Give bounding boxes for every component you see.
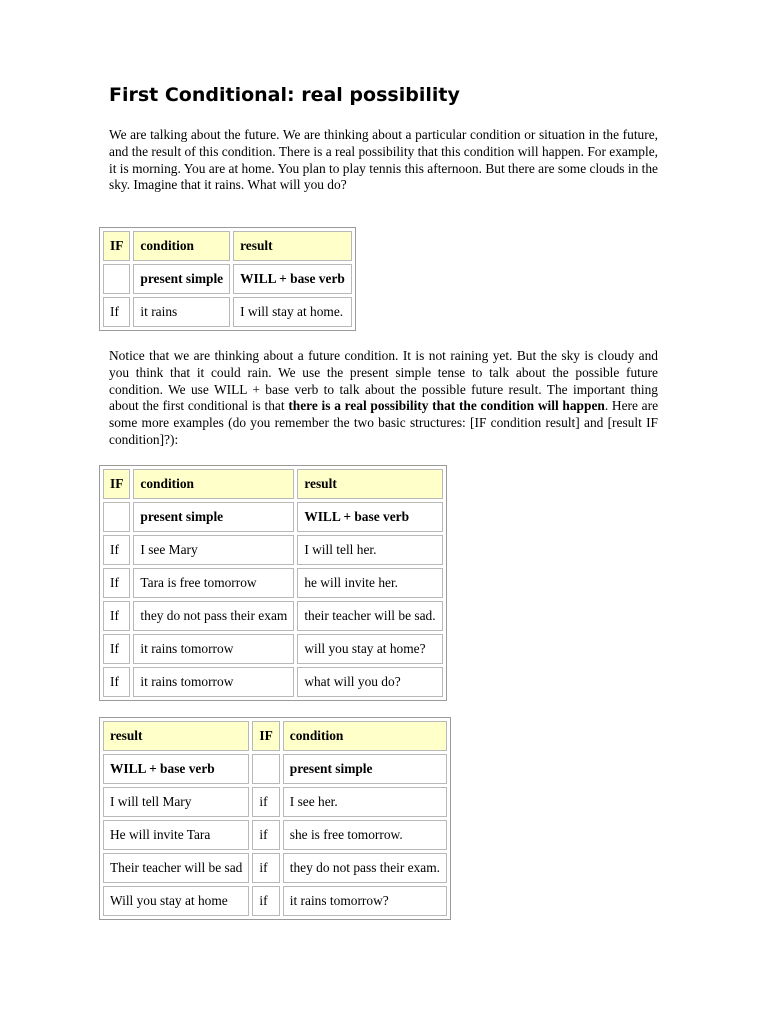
subheader-cell-if (103, 264, 130, 294)
table-cell-condition: they do not pass their exam. (283, 853, 447, 883)
notice-paragraph (109, 348, 658, 449)
table-cell-result: what will you do? (297, 667, 442, 697)
table-header-row (103, 721, 447, 751)
conditional-table-examples (99, 465, 447, 701)
page-title: First Conditional: real possibility (109, 84, 460, 106)
table-cell-condition: Tara is free tomorrow (133, 568, 294, 598)
table-cell-if: If (103, 535, 130, 565)
subheader-cell-condition: present simple (133, 264, 230, 294)
table-row (103, 853, 447, 883)
table-row (103, 634, 443, 664)
table-cell-condition: it rains tomorrow (133, 634, 294, 664)
subheader-cell-condition: present simple (283, 754, 447, 784)
table-row (103, 601, 443, 631)
header-cell-result: result (233, 231, 352, 261)
subheader-cell-result: WILL + base verb (103, 754, 249, 784)
header-cell-if: IF (103, 231, 130, 261)
table-subheader-row (103, 502, 443, 532)
table-cell-result: their teacher will be sad. (297, 601, 442, 631)
subheader-cell-result: WILL + base verb (297, 502, 442, 532)
table-cell-result: I will tell her. (297, 535, 442, 565)
table-row (103, 535, 443, 565)
table-cell-if: if (252, 886, 279, 916)
table-cell-if: If (103, 601, 130, 631)
table-header-row (103, 469, 443, 499)
header-cell-if: IF (103, 469, 130, 499)
table-cell-if: if (252, 787, 279, 817)
header-cell-condition: condition (133, 469, 294, 499)
table-cell-condition: I see Mary (133, 535, 294, 565)
table-cell-result: will you stay at home? (297, 634, 442, 664)
intro-paragraph: We are talking about the future. We are thinking about a particular condition or situation in the future, and the result of this condition. There is a real possibility that this condition will happen. For example, it is morning. You are at home. You plan to play tennis this afternoon. But there are some clouds in the sky. Imagine that it rains. What will you do? (109, 127, 658, 193)
table-row (103, 787, 447, 817)
table-row (103, 886, 447, 916)
table-cell-result: I will tell Mary (103, 787, 249, 817)
table-cell-if: if (252, 853, 279, 883)
notice-bold-phrase: there is a real possibility that the condition will happen (288, 398, 605, 414)
header-cell-condition: condition (283, 721, 447, 751)
table-cell-condition: she is free tomorrow. (283, 820, 447, 850)
subheader-cell-if (103, 502, 130, 532)
table-cell-condition: they do not pass their exam (133, 601, 294, 631)
table-row (103, 297, 352, 327)
table-cell-result: Will you stay at home (103, 886, 249, 916)
table-cell-result: He will invite Tara (103, 820, 249, 850)
header-cell-if: IF (252, 721, 279, 751)
table-cell-if: if (252, 820, 279, 850)
table-cell-condition: I see her. (283, 787, 447, 817)
table-cell-result: he will invite her. (297, 568, 442, 598)
table-cell-result: Their teacher will be sad (103, 853, 249, 883)
table-cell-if: If (103, 667, 130, 697)
subheader-cell-result: WILL + base verb (233, 264, 352, 294)
table-subheader-row (103, 264, 352, 294)
table-cell-if: If (103, 568, 130, 598)
table-row (103, 568, 443, 598)
table-cell-result: I will stay at home. (233, 297, 352, 327)
conditional-table-basic (99, 227, 356, 331)
header-cell-condition: condition (133, 231, 230, 261)
table-cell-condition: it rains tomorrow (133, 667, 294, 697)
table-cell-if: If (103, 297, 130, 327)
table-row (103, 667, 443, 697)
notice-text-start: Notice that we are thinking about a future condition. It is not raining yet. But the sky is cloudy and you think that it could rain. We use the present simple tense to talk about the possible future condition. We use WILL + base verb to talk about the possible future result. The important thing about the first conditional is that (109, 348, 658, 414)
subheader-cell-condition: present simple (133, 502, 294, 532)
conditional-table-reversed (99, 717, 451, 920)
subheader-cell-if (252, 754, 279, 784)
table-cell-condition: it rains (133, 297, 230, 327)
table-cell-if: If (103, 634, 130, 664)
header-cell-result: result (103, 721, 249, 751)
header-cell-result: result (297, 469, 442, 499)
notice-text-end: . Here are some more examples (do you remember the two basic structures: [IF condition result] and [result IF condition]?): (109, 398, 659, 447)
table-subheader-row (103, 754, 447, 784)
table-header-row (103, 231, 352, 261)
table-cell-condition: it rains tomorrow? (283, 886, 447, 916)
table-row (103, 820, 447, 850)
